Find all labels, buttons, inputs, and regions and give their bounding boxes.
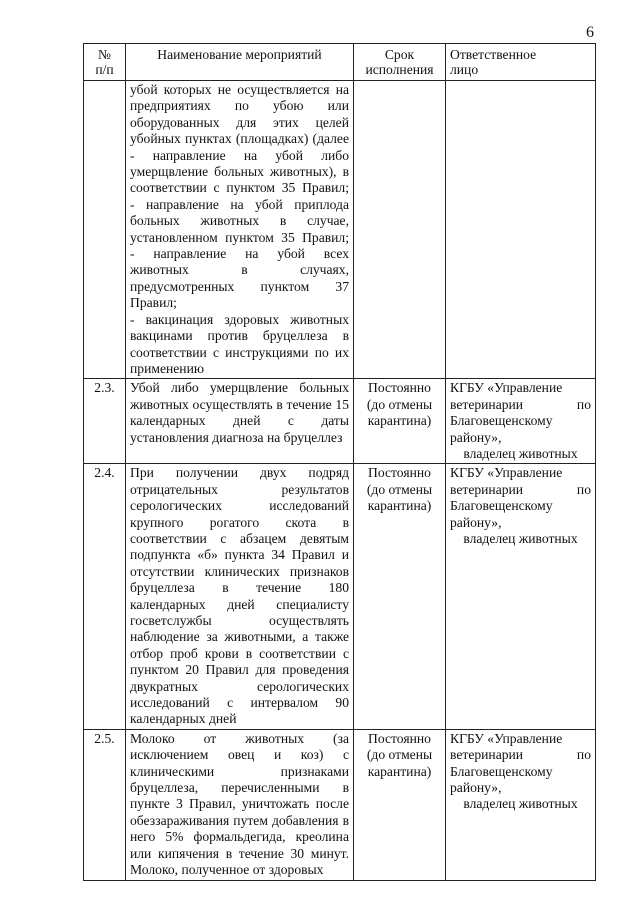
measure-name-line: крупного рогатого скота в bbox=[130, 514, 349, 530]
table-row bbox=[84, 379, 596, 464]
responsible-line: владелец животных bbox=[463, 530, 578, 546]
term-line: Постоянно bbox=[368, 730, 431, 746]
table-row bbox=[84, 81, 596, 379]
header-num-line: п/п bbox=[95, 62, 114, 77]
measure-name-line: Молоко, полученное от здоровых bbox=[130, 862, 324, 878]
responsible-line: Благовещенскому bbox=[450, 763, 553, 779]
measure-name-line: отбор проб крови в соответствии с bbox=[130, 645, 349, 661]
measure-name bbox=[126, 729, 354, 880]
measure-name-line: бруцеллеза в течение 180 bbox=[130, 580, 349, 596]
responsible-line: владелец животных bbox=[463, 796, 578, 812]
responsible-line: владелец животных bbox=[463, 445, 578, 461]
header-resp bbox=[446, 44, 596, 81]
measure-name-line: - вакцинация здоровых животных bbox=[130, 311, 349, 327]
measure-name-line: обеззараживания путем добавления в bbox=[130, 812, 349, 828]
header-term-line: Срок bbox=[384, 47, 415, 62]
responsible bbox=[446, 464, 596, 730]
measure-name-line: наблюдение за животными, а также bbox=[130, 629, 349, 645]
header-resp-line: Ответственное bbox=[450, 47, 537, 62]
term-line: Постоянно bbox=[368, 380, 431, 396]
term bbox=[354, 729, 446, 880]
measure-name-line: применению bbox=[130, 360, 204, 376]
measure-name bbox=[126, 81, 354, 379]
measure-name-line: исследований с интервалом 90 bbox=[130, 695, 349, 711]
measure-name-line: Молоко от животных (за bbox=[130, 730, 349, 746]
measure-name-line: бруцеллеза, перечисленными в bbox=[130, 780, 349, 796]
header-name bbox=[126, 44, 354, 81]
measure-name bbox=[126, 464, 354, 730]
measure-name-line: оборудованных для этих целей bbox=[130, 114, 349, 130]
measure-name-line: серологических исследований bbox=[130, 498, 349, 514]
term-line: карантина) bbox=[367, 763, 432, 779]
responsible bbox=[446, 729, 596, 880]
responsible-line: КГБУ «Управление bbox=[450, 380, 563, 396]
measure-name-line: него 5% формальдегида, креолина bbox=[130, 829, 349, 845]
term-line: (до отмены bbox=[366, 396, 433, 412]
measure-name-line: соответствии с инструкциями по их bbox=[130, 344, 349, 360]
measure-name-line: - направление на убой либо bbox=[130, 147, 349, 163]
measure-name-line: установленном пунктом 35 Правил; bbox=[130, 229, 349, 245]
measure-name-line: Убой либо умерщвление больных bbox=[130, 380, 349, 396]
term-line: Постоянно bbox=[368, 465, 431, 481]
responsible-line: Благовещенскому bbox=[450, 498, 553, 514]
term bbox=[354, 464, 446, 730]
page-number: 6 bbox=[586, 24, 594, 41]
measure-name bbox=[126, 379, 354, 464]
measure-name-line: отрицательных результатов bbox=[130, 481, 349, 497]
measure-name-line: предусмотренных пунктом 37 bbox=[130, 278, 349, 294]
responsible-line: ветеринарии по bbox=[450, 747, 591, 763]
measure-name-line: или кипячения в течение 30 минут. bbox=[130, 845, 349, 861]
measure-name-line: подпункта «б» пункта 34 Правил и bbox=[130, 547, 349, 563]
measure-name-line: Правил; bbox=[130, 295, 177, 311]
measure-name-line: предприятиях по убою или bbox=[130, 98, 349, 114]
responsible-line: КГБУ «Управление bbox=[450, 465, 563, 481]
row-number: 2.4. bbox=[84, 464, 126, 730]
measure-name-line: При получении двух подряд bbox=[130, 465, 349, 481]
header-resp-line: лицо bbox=[450, 62, 479, 77]
measure-name-line: пункте 3 Правил, уничтожать после bbox=[130, 796, 349, 812]
row-number: 2.5. bbox=[84, 729, 126, 880]
responsible-line: КГБУ «Управление bbox=[450, 730, 563, 746]
measure-name-line: установления диагноза на бруцеллез bbox=[130, 429, 343, 445]
measure-name-line: - направление на убой приплода bbox=[130, 196, 349, 212]
measure-name-line: больных животных в случае, bbox=[130, 213, 349, 229]
term bbox=[354, 81, 446, 379]
header-num-line: № bbox=[98, 47, 111, 62]
measure-name-line: соответствии с пунктом 35 Правил; bbox=[130, 180, 349, 196]
table-header-row bbox=[84, 44, 596, 81]
row-number: 2.3. bbox=[84, 379, 126, 464]
responsible-line: району», bbox=[450, 429, 502, 445]
measure-name-line: календарных дней bbox=[130, 711, 237, 727]
measure-name-line: клиническими признаками bbox=[130, 763, 349, 779]
measure-name-line: пунктом 20 Правил для проведения bbox=[130, 662, 349, 678]
measure-name-line: животных в случаях, bbox=[130, 262, 349, 278]
measure-name-line: календарных дней специалисту bbox=[130, 596, 349, 612]
measures-table bbox=[83, 43, 596, 881]
term-line: (до отмены bbox=[366, 747, 433, 763]
measure-name-line: соответствии с абзацем девятым bbox=[130, 530, 349, 546]
term-line: (до отмены bbox=[366, 481, 433, 497]
header-term bbox=[354, 44, 446, 81]
measure-name-line: госветслужбы осуществлять bbox=[130, 613, 349, 628]
measure-name-line: - направление на убой всех bbox=[130, 246, 349, 262]
measure-name-line: убойных пунктах (площадках) (далее bbox=[130, 131, 349, 147]
measure-name-line: исключением овец и коз) с bbox=[130, 747, 349, 763]
header-num bbox=[84, 44, 126, 81]
measure-name-line: умерщвление больных животных), в bbox=[130, 164, 349, 180]
responsible-line: району», bbox=[450, 780, 502, 796]
term bbox=[354, 379, 446, 464]
table-row bbox=[84, 729, 596, 880]
measure-name-line: животных осуществлять в течение 15 bbox=[130, 396, 349, 412]
measure-name-line: календарных дней с даты bbox=[130, 413, 349, 429]
measure-name-line: убой которых не осуществляется на bbox=[130, 82, 349, 97]
table-row bbox=[84, 464, 596, 730]
responsible-line: Благовещенскому bbox=[450, 413, 553, 429]
measure-name-line: вакцинами против бруцеллеза в bbox=[130, 328, 349, 344]
responsible bbox=[446, 379, 596, 464]
term-line: карантина) bbox=[367, 413, 432, 429]
measure-name-line: двукратных серологических bbox=[130, 678, 349, 694]
row-number bbox=[84, 81, 126, 379]
term-line: карантина) bbox=[367, 498, 432, 514]
responsible-line: ветеринарии по bbox=[450, 396, 591, 412]
header-name-text: Наименование мероприятий bbox=[157, 47, 322, 62]
header-term-line: исполнения bbox=[365, 62, 434, 77]
measure-name-line: отсутствии клинических признаков bbox=[130, 563, 349, 579]
responsible-line: району», bbox=[450, 514, 502, 530]
responsible-line: ветеринарии по bbox=[450, 481, 591, 497]
responsible bbox=[446, 81, 596, 379]
